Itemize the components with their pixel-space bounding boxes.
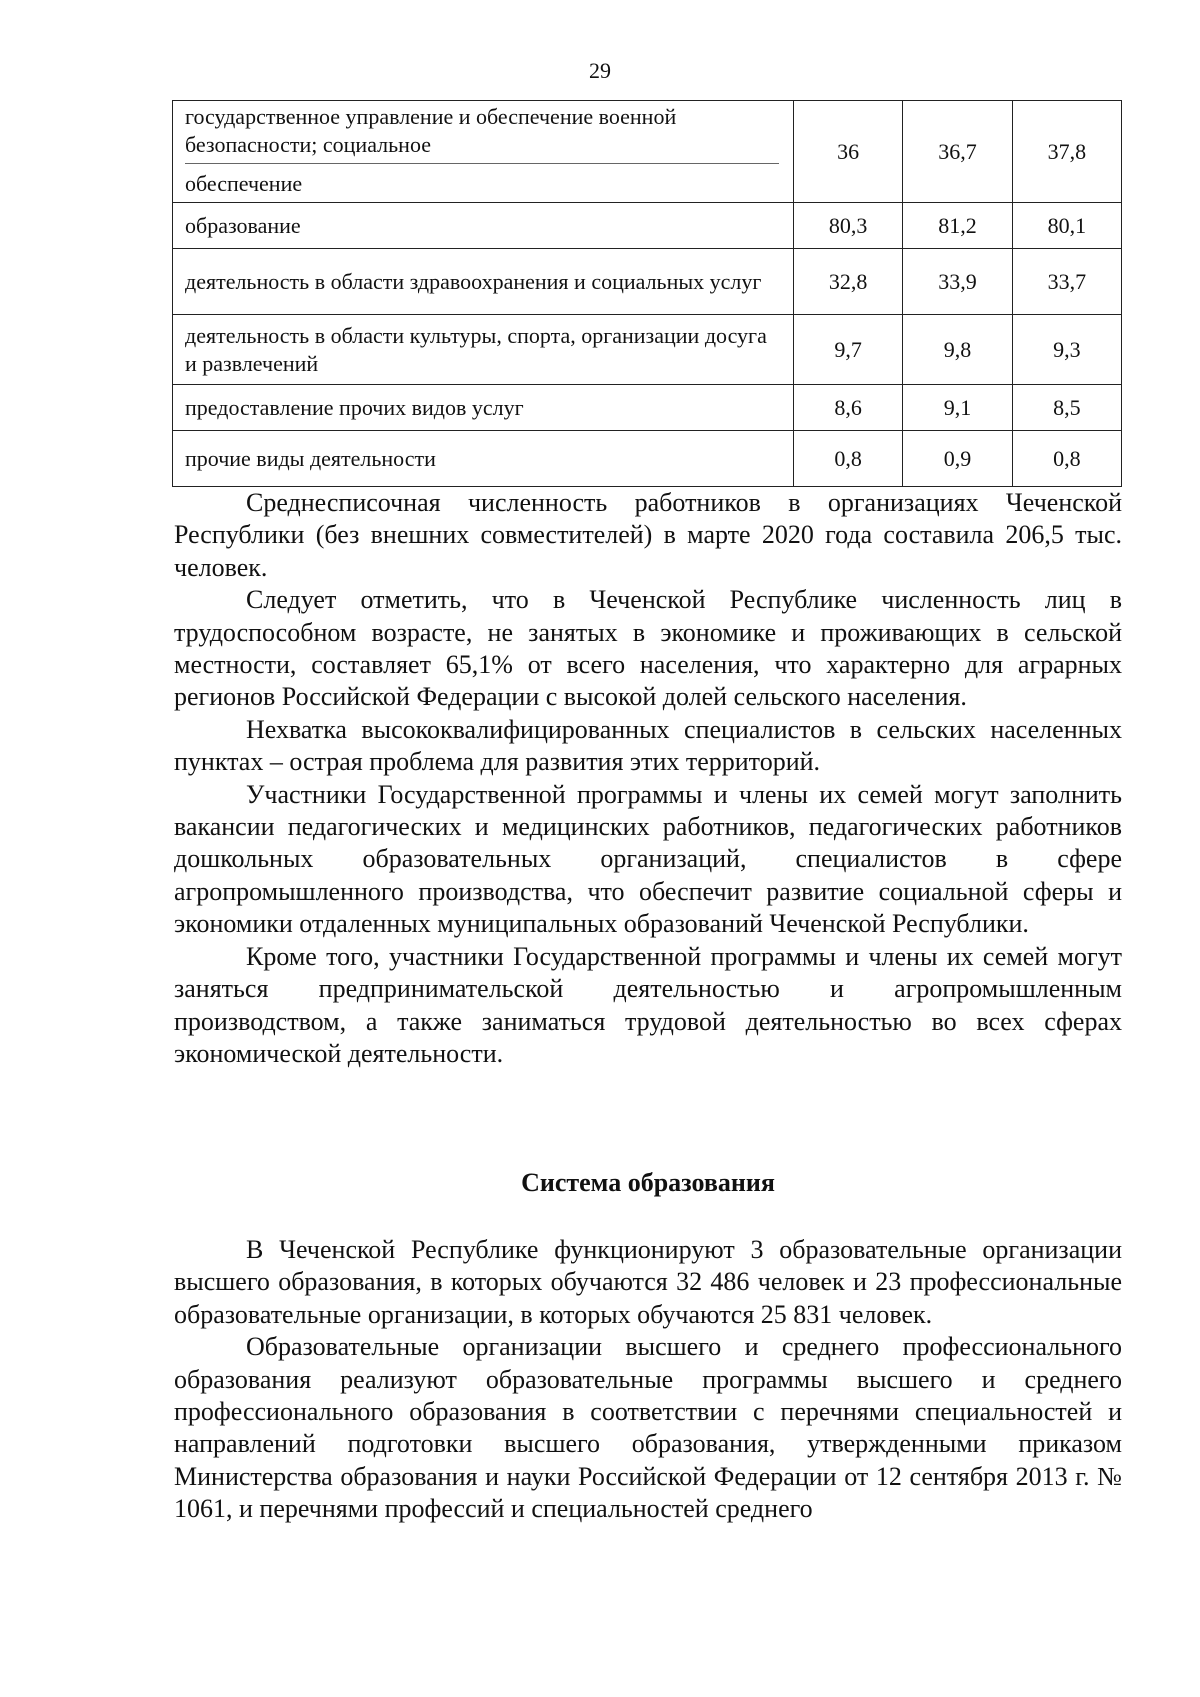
table-cell-value: 0,8 xyxy=(794,431,903,487)
table-row xyxy=(173,315,1122,385)
table-cell-name-part1: государственное управление и обеспечение военной безопасности; социальное xyxy=(185,101,779,164)
paragraph: Следует отметить, что в Чеченской Республике численность лиц в трудоспособном возрасте, не занятых в экономике и проживающих в сельской местности, составляет 65,1% от всего населения, что характерно для аграрных регионов Российской Федерации с высокой долей сельского населения. xyxy=(174,585,1122,712)
body-text-top xyxy=(174,487,1122,1070)
table-cell-value: 33,9 xyxy=(903,249,1012,315)
table-row xyxy=(173,249,1122,315)
table-cell-value: 8,6 xyxy=(794,385,903,431)
paragraph: В Чеченской Республике функционируют 3 образовательные организации высшего образования, в которых обучаются 32 486 человек и 23 профессиональные образовательные организации, в которых обучаются 25 831 человек. xyxy=(174,1235,1122,1329)
table-cell-value: 37,8 xyxy=(1012,101,1121,203)
page-number: 29 xyxy=(589,58,611,83)
table-cell-value: 9,7 xyxy=(794,315,903,385)
table-cell-value: 0,9 xyxy=(903,431,1012,487)
paragraph: Нехватка высококвалифицированных специалистов в сельских населенных пунктах – острая проблема для развития этих территорий. xyxy=(174,714,1122,777)
body-text-bottom xyxy=(174,1234,1122,1526)
paragraph: Среднесписочная численность работников в организациях Чеченской Республики (без внешних совместителей) в марте 2020 года составила 206,5 тыс. человек. xyxy=(174,488,1122,582)
table-cell-value: 9,8 xyxy=(903,315,1012,385)
table-cell-name-part2: обеспечение xyxy=(185,171,303,196)
section-heading: Система образования xyxy=(521,1168,775,1197)
table-cell-value: 33,7 xyxy=(1012,249,1121,315)
table-cell-value: 36,7 xyxy=(903,101,1012,203)
table-cell-name: предоставление прочих видов услуг xyxy=(173,385,794,431)
table-row xyxy=(173,385,1122,431)
table-cell-value: 81,2 xyxy=(903,203,1012,249)
table-cell-value: 9,3 xyxy=(1012,315,1121,385)
table-row xyxy=(173,101,1122,203)
paragraph: Участники Государственной программы и члены их семей могут заполнить вакансии педагогических и медицинских работников, педагогических работников дошкольных образовательных организаций, специалистов в сфере агропромышленного производства, что обеспечит развитие социальной сферы и экономики отдаленных муниципальных образований Чеченской Республики. xyxy=(174,779,1122,939)
table-cell-value: 36 xyxy=(794,101,903,203)
table-cell-name xyxy=(173,101,794,203)
table-cell-name: образование xyxy=(173,203,794,249)
table-cell-value: 80,1 xyxy=(1012,203,1121,249)
table-cell-value: 0,8 xyxy=(1012,431,1121,487)
table-cell-name: прочие виды деятельности xyxy=(173,431,794,487)
paragraph: Образовательные организации высшего и среднего профессионального образования реализуют образовательные программы высшего и среднего профессионального образования в соответствии с перечнями специальностей и направлений подготовки высшего образования, утвержденными приказом Министерства образования и науки Российской Федерации от 12 сентября 2013 г. № 1061, и перечнями профессий и специальностей среднего xyxy=(174,1332,1122,1524)
paragraph: Кроме того, участники Государственной программы и члены их семей могут заняться предпринимательской деятельностью и агропромышленным производством, а также заниматься трудовой деятельностью во всех сферах экономической деятельности. xyxy=(174,941,1122,1068)
table-cell-name: деятельность в области культуры, спорта, организации досуга и развлечений xyxy=(173,315,794,385)
table-row xyxy=(173,203,1122,249)
table-cell-value: 9,1 xyxy=(903,385,1012,431)
table-row xyxy=(173,431,1122,487)
table-cell-value: 8,5 xyxy=(1012,385,1121,431)
table-cell-name: деятельность в области здравоохранения и социальных услуг xyxy=(173,249,794,315)
employment-table xyxy=(172,100,1122,487)
table-cell-value: 80,3 xyxy=(794,203,903,249)
table-cell-value: 32,8 xyxy=(794,249,903,315)
